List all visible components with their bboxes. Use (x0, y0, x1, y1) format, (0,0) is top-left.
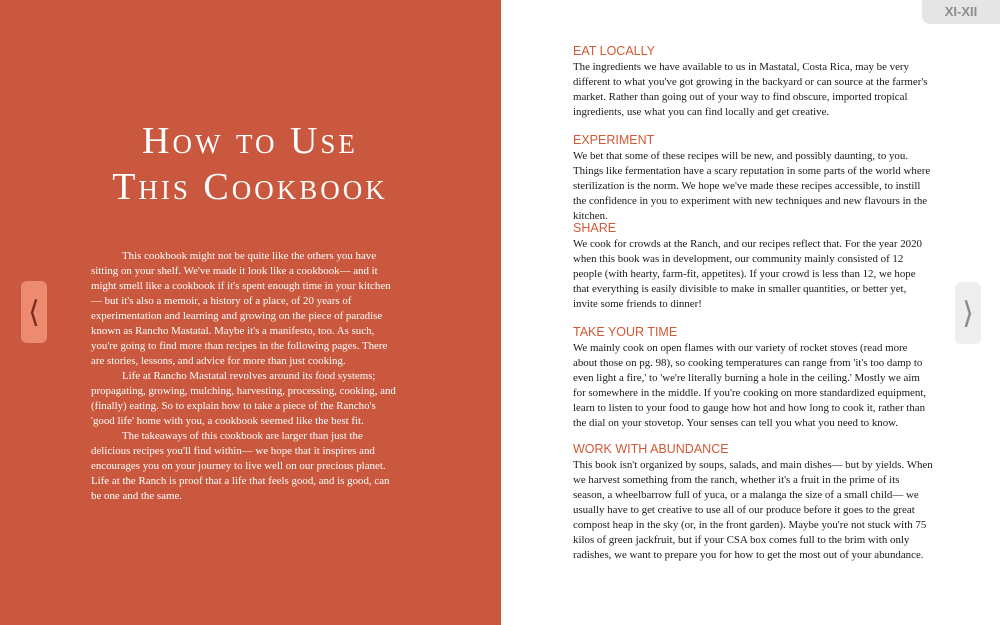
title-line-2: This Cookbook (112, 166, 388, 208)
intro-paragraph-1: This cookbook might not be quite like the others you have sitting on your shelf. We've made it look like a cookbook— and it might smell like a cookbook if it's spent enough time in your kitchen— but it's also a memoir, a history of a place, of 20 years of experimentation and learning and growing on the piece of paradise known as Rancho Mastatal. Maybe it's a manifesto, too. As such, you're going to find more than recipes in the following pages. There are stories, lessons, and advice for more than just cooking. (91, 250, 391, 367)
section-heading: EXPERIMENT (573, 133, 655, 147)
section-work-with-abundance (573, 442, 933, 563)
section-share (573, 221, 933, 312)
intro-paragraph-3: The takeaways of this cookbook are larger than just the delicious recipes you'll find within— we hope that it inspires and encourages you on your journey to live well on our precious planet. Life at the Ranch is proof that a life that feels good, and is good, can be one and the same. (91, 430, 390, 502)
section-heading: TAKE YOUR TIME (573, 325, 678, 339)
section-heading: SHARE (573, 221, 617, 235)
title-line-1: How to Use (142, 120, 358, 162)
intro-text (91, 249, 401, 504)
section-eat-locally (573, 44, 933, 120)
intro-paragraph-2: Life at Rancho Mastatal revolves around its food systems; propagating, growing, mulching, harvesting, processing, cooking, and (finally) eating. So to explain how to take a piece of the Rancho's 'good life' home with you, a cookbook seemed like the best fit. (91, 370, 396, 427)
page-number-badge: XI-XII (922, 0, 1000, 24)
section-heading: WORK WITH ABUNDANCE (573, 442, 729, 456)
section-heading: EAT LOCALLY (573, 44, 655, 58)
section-experiment (573, 133, 933, 224)
chevron-left-icon: ⟨ (28, 294, 40, 330)
section-body: We mainly cook on open flames with our variety of rocket stoves (read more about those on pg. 98), so cooking temperatures can range from 'it's too damp to even light a fire,' to 'we're literally burning a hole in the ceiling.' Mostly we aim for somewhere in the middle. If you're cooking on more standardized equipment, learn to listen to your food to gauge how hot and how long to cook it, rather than the dial on your stovetop. Your senses can tell you what you need to know. (573, 342, 927, 429)
chapter-title (40, 118, 460, 210)
section-take-your-time (573, 325, 933, 431)
previous-page-button[interactable] (21, 281, 47, 343)
section-body: The ingredients we have available to us in Mastatal, Costa Rica, may be very different to what you've got growing in the backyard or can source at the farmer's market. Rather than going out of your way to find obscure, imported tropical ingredients, use what you can find locally and get creative. (573, 61, 928, 118)
section-body: We bet that some of these recipes will be new, and possibly daunting, to you. Things like fermentation have a scary reputation in some parts of the world where sterilization is the norm. We hope we've made these recipes accessible, to instill the confidence in you to experiment with new techniques and new flavours in the kitchen. (573, 150, 931, 222)
chevron-right-icon: ⟩ (962, 295, 974, 331)
section-body: We cook for crowds at the Ranch, and our recipes reflect that. For the year 2020 when this book was in development, our community mainly consisted of 12 people (with hearty, farm-fit, appetites). If your crowd is less than 12, we hope that everything is easily divisible to make in smaller quantities, or better yet, invite some friends to dinner! (573, 238, 923, 310)
section-body: This book isn't organized by soups, salads, and main dishes— but by yields. When we harvest something from the ranch, whether it's a fruit in the prime of its season, a wheelbarrow full of yuca, or a malanga the size of a small child— we usually have to get creative to use all of our produce before it goes to the great compost heap in the sky (or, in the front garden). Maybe you're not stuck with 75 kilos of green jackfruit, but if your CSA box comes full to the brim with only radishes, we want to prepare you for how to get the most out of your abundance. (573, 459, 933, 561)
next-page-button[interactable] (955, 282, 981, 344)
